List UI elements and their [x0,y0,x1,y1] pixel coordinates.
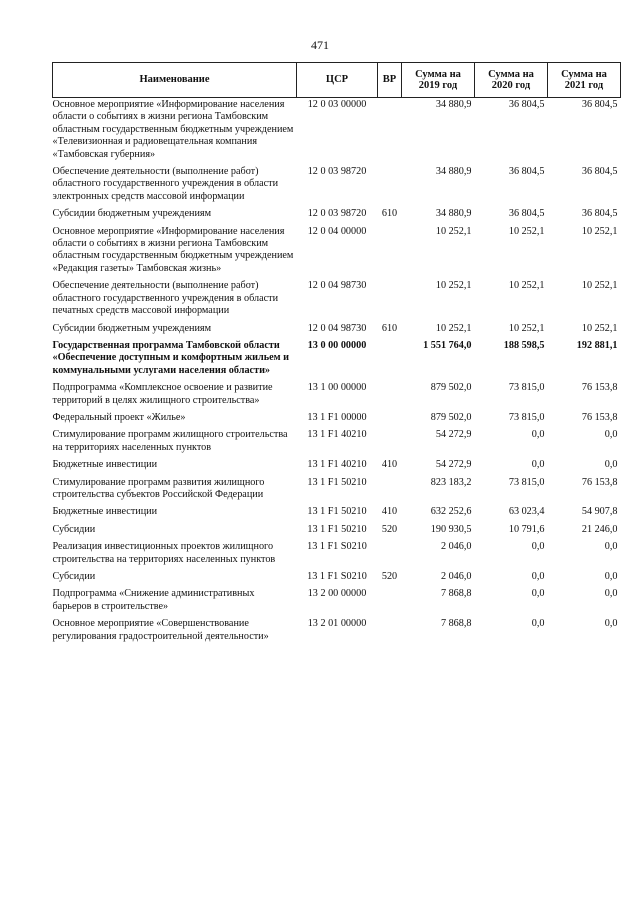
table-body [53,98,621,648]
row-name: Обеспечение деятельности (выполнение работ) областного государственного учреждения в области печатных средств массовой информации [52,280,279,317]
row-name: Стимулирование программ жилищного строительства на территориях населенных пунктов [52,429,288,453]
row-sum-2021: 192 881,1 [576,339,618,351]
row-sum-2020: 188 598,5 [503,339,545,351]
row-vr-code [378,98,402,166]
row-csr-code: 13 2 00 00000 [307,588,367,600]
row-csr-code: 12 0 04 00000 [307,225,367,237]
row-sum-2021: 0,0 [604,618,618,630]
row-name: Подпрограмма «Комплексное освоение и развитие территорий в целях жилищного строительства» [52,382,273,406]
table-row [53,505,621,522]
row-name: Федеральный проект «Жилье» [52,411,186,423]
row-sum-2019: 10 252,1 [435,280,472,292]
row-name: Государственная программа Тамбовской области «Обеспечение доступным и комфортным жильем и коммунальными услугами населения области» [52,339,289,376]
row-sum-2019: 879 502,0 [430,382,472,394]
row-csr-code: 13 1 F1 S0210 [307,541,367,553]
row-sum-2020: 10 252,1 [508,280,545,292]
row-sum-2020: 0,0 [531,618,545,630]
table-row [53,617,621,647]
header-sum-2020: Сумма на 2020 год [475,63,548,98]
row-sum-2021: 76 153,8 [581,476,618,488]
row-sum-2021: 10 252,1 [581,225,618,237]
row-sum-2019: 10 252,1 [435,225,472,237]
row-vr-code [378,165,402,207]
table-row [53,225,621,280]
row-sum-2021: 10 252,1 [581,322,618,334]
header-csr: ЦСР [297,63,378,98]
row-sum-2019: 190 930,5 [430,523,472,535]
table-row [53,381,621,411]
row-csr-code: 13 2 01 00000 [307,618,367,630]
row-sum-2020: 36 804,5 [508,99,545,110]
table-row [53,165,621,207]
row-name: Субсидии бюджетным учреждениям [52,208,212,220]
row-sum-2020: 73 815,0 [508,382,545,394]
row-sum-2020: 0,0 [531,588,545,600]
row-name: Бюджетные инвестиции [52,459,158,471]
row-sum-2019: 34 880,9 [435,99,472,110]
row-csr-code: 13 1 F1 00000 [307,411,367,423]
header-name: Наименование [53,63,297,98]
row-vr-code [378,225,402,280]
row-sum-2019: 2 046,0 [440,571,472,582]
row-csr-code: 12 0 03 98720 [307,208,367,220]
row-sum-2019: 54 272,9 [435,459,472,471]
row-sum-2020: 73 815,0 [508,411,545,423]
row-name: Обеспечение деятельности (выполнение работ) областного государственного учреждения в области электронных средств массовой информации [52,166,279,202]
row-csr-code: 13 1 F1 50210 [307,523,367,535]
header-sum-2021: Сумма на 2021 год [548,63,621,98]
row-sum-2020: 0,0 [531,429,545,441]
row-vr-code [378,587,402,617]
row-vr-code: 410 [381,459,398,471]
row-csr-code: 13 0 00 00000 [307,339,367,351]
header-sum-2019: Сумма на 2019 год [402,63,475,98]
table-header-row [53,63,621,98]
header-vr: ВР [378,63,402,98]
row-sum-2021: 76 153,8 [581,411,618,423]
row-csr-code: 13 1 F1 40210 [307,429,367,441]
table-row [53,540,621,570]
row-name: Основное мероприятие «Информирование населения области о событиях в жизни региона Тамбовским областным государственным бюджетным учреждением «Телевизионная и радиовещательная компания «Тамбовская губерния» [52,99,294,160]
row-sum-2021: 0,0 [604,588,618,600]
row-name: Реализация инвестиционных проектов жилищного строительства на территориях населенных пунктов [52,541,276,565]
table-row [53,98,621,166]
table-row [53,207,621,224]
row-sum-2019: 54 272,9 [435,429,472,441]
table-row [53,570,621,587]
row-vr-code [378,279,402,321]
row-sum-2021: 36 804,5 [581,208,618,220]
row-name: Субсидии [52,571,96,582]
table-row [53,428,621,458]
row-sum-2020: 10 252,1 [508,225,545,237]
table-row [53,587,621,617]
table-row [53,458,621,475]
row-sum-2019: 7 868,8 [440,618,472,630]
row-sum-2021: 36 804,5 [581,99,618,110]
row-csr-code: 12 0 04 98730 [307,280,367,292]
row-sum-2019: 1 551 764,0 [423,339,472,351]
row-csr-code: 13 1 F1 50210 [307,506,367,518]
row-csr-code: 13 1 F1 S0210 [307,571,367,582]
row-sum-2020: 36 804,5 [508,166,545,178]
row-vr-code [378,339,402,381]
row-sum-2021: 54 907,8 [581,506,618,518]
row-sum-2020: 73 815,0 [508,476,545,488]
row-sum-2020: 10 252,1 [508,322,545,334]
row-sum-2020: 0,0 [531,541,545,553]
row-vr-code: 610 [381,208,398,220]
row-sum-2021: 21 246,0 [581,523,618,535]
row-csr-code: 13 1 F1 40210 [307,459,367,471]
row-sum-2020: 0,0 [531,571,545,582]
row-vr-code: 410 [381,506,398,518]
row-name: Подпрограмма «Снижение административных барьеров в строительстве» [52,588,255,612]
row-vr-code [378,411,402,428]
row-sum-2019: 34 880,9 [435,166,472,178]
row-sum-2019: 879 502,0 [430,411,472,423]
row-sum-2019: 632 252,6 [430,506,472,518]
page-number: 471 [311,38,329,52]
row-sum-2020: 63 023,4 [508,506,545,518]
row-name: Бюджетные инвестиции [52,506,158,518]
row-vr-code [378,617,402,647]
row-sum-2021: 0,0 [604,429,618,441]
table-row [53,322,621,339]
row-name: Стимулирование программ развития жилищного строительства субъектов Российской Федерации [52,476,265,500]
table-row [53,476,621,506]
row-name: Основное мероприятие «Информирование населения области о событиях в жизни региона Тамбовским областным государственным бюджетным учреждением «Редакция газеты» Тамбовская жизнь» [52,225,294,274]
row-sum-2021: 76 153,8 [581,382,618,394]
row-vr-code: 520 [381,523,398,535]
row-sum-2020: 10 791,6 [508,523,545,535]
row-csr-code: 13 1 00 00000 [307,382,367,394]
row-csr-code: 12 0 04 98730 [307,322,367,334]
row-csr-code: 13 1 F1 50210 [307,476,367,488]
row-vr-code: 610 [381,322,398,334]
table-row [53,523,621,540]
row-vr-code: 520 [381,571,398,582]
table-row [53,411,621,428]
row-sum-2021: 10 252,1 [581,280,618,292]
row-sum-2019: 34 880,9 [435,208,472,220]
row-vr-code [378,476,402,506]
row-sum-2021: 0,0 [604,541,618,553]
row-csr-code: 12 0 03 98720 [307,166,367,178]
row-sum-2019: 2 046,0 [440,541,472,553]
row-sum-2021: 0,0 [604,571,618,582]
row-sum-2020: 0,0 [531,459,545,471]
row-name: Основное мероприятие «Совершенствование регулирования градостроительной деятельности» [52,618,269,642]
row-csr-code: 12 0 03 00000 [307,99,367,110]
row-sum-2021: 36 804,5 [581,166,618,178]
row-name: Субсидии [52,523,96,535]
budget-table [52,62,621,647]
row-sum-2019: 823 183,2 [430,476,472,488]
table-row [53,279,621,321]
row-vr-code [378,381,402,411]
row-vr-code [378,428,402,458]
row-vr-code [378,540,402,570]
row-sum-2019: 7 868,8 [440,588,472,600]
row-name: Субсидии бюджетным учреждениям [52,322,212,334]
row-sum-2019: 10 252,1 [435,322,472,334]
row-sum-2021: 0,0 [604,459,618,471]
table-row [53,339,621,381]
row-sum-2020: 36 804,5 [508,208,545,220]
